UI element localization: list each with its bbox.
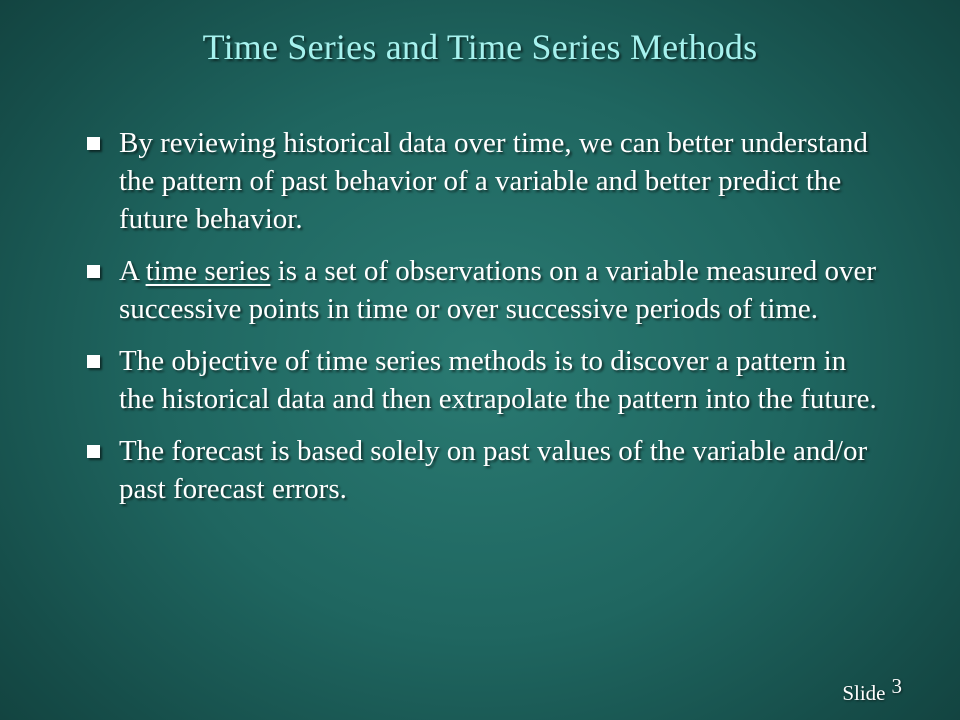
bullet-item [86,342,886,418]
square-bullet-icon [87,445,100,458]
underlined-term: time series [145,255,271,287]
bullet-text-prefix: A [119,255,146,287]
bullet-text-suffix: is a set of observations on a variable measured over successive points in time or over successive periods of time. [119,255,876,325]
slide-title: Time Series and Time Series Methods [202,27,758,67]
square-bullet-icon [87,355,100,368]
bullet-text: The objective of time series methods is to discover a pattern in the historical data and then extrapolate the pattern into the future. [119,345,877,415]
slide-footer [842,674,902,706]
bullet-list [86,124,886,522]
slide-label: Slide [842,681,886,705]
square-bullet-icon [87,137,100,150]
bullet-item [86,252,886,328]
slide-number: 3 [891,674,902,698]
bullet-text: By reviewing historical data over time, we can better understand the pattern of past behavior of a variable and better predict the future behavior. [119,127,868,235]
bullet-item [86,124,886,238]
bullet-text: The forecast is based solely on past values of the variable and/or past forecast errors. [119,435,868,505]
bullet-item [86,432,886,508]
square-bullet-icon [87,265,100,278]
